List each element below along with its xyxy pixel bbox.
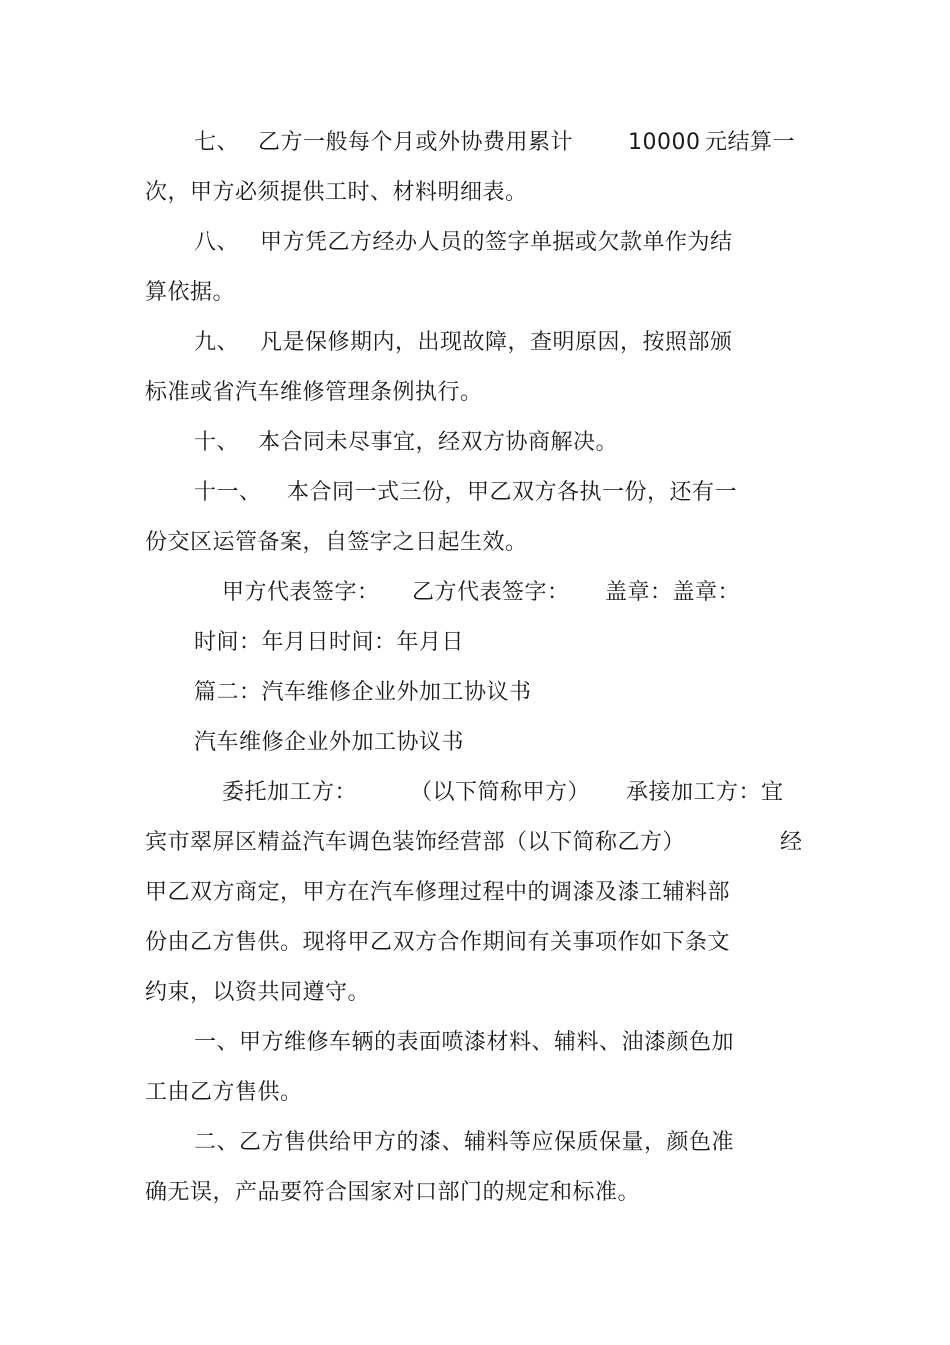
clause-10-text: 本合同未尽事宜，经双方协商解决。 <box>258 430 619 455</box>
clause-7-number: 七、 <box>194 130 240 155</box>
clause-7-amount: 10000 <box>628 130 701 155</box>
clause-8-continuation: 算依据。 <box>145 280 236 305</box>
agreement-title: 汽车维修企业外加工协议书 <box>194 730 465 755</box>
clause-7-text: 乙方一般每个月或外协费用累计 <box>258 130 574 155</box>
term-1-line-1: 一、甲方维修车辆的表面喷漆材料、辅料、油漆颜色加 <box>194 1030 735 1055</box>
section-heading: 篇二：汽车维修企业外加工协议书 <box>194 680 532 705</box>
client-party-note: （以下简称甲方） <box>410 780 591 805</box>
contractor-party-label: 承接加工方：宜 <box>626 780 784 805</box>
term-2-line-1: 二、乙方售供给甲方的漆、辅料等应保质保量，颜色准 <box>194 1130 735 1155</box>
clause-8-text: 甲方凭乙方经办人员的签字单据或欠款单作为结 <box>260 230 733 255</box>
intro-paragraph-line-2: 份由乙方售供。现将甲乙双方合作期间有关事项作如下条文 <box>145 930 731 955</box>
intro-paragraph-line-1: 甲乙双方商定，甲方在汽车修理过程中的调漆及漆工辅料部 <box>145 880 731 905</box>
signature-party-b: 乙方代表签字： <box>412 580 570 605</box>
term-2-line-2: 确无误，产品要符合国家对口部门的规定和标准。 <box>145 1180 641 1205</box>
signature-party-a: 甲方代表签字： <box>222 580 380 605</box>
intro-paragraph-line-3: 约束，以资共同遵守。 <box>145 980 371 1005</box>
contractor-party-trailing: 经 <box>780 830 803 855</box>
date-line: 时间：年月日时间：年月日 <box>194 630 465 655</box>
client-party-label: 委托加工方： <box>222 780 358 805</box>
clause-11-continuation: 份交区运管备案，自签字之日起生效。 <box>145 530 528 555</box>
clause-9-continuation: 标准或省汽车维修管理条例执行。 <box>145 380 483 405</box>
clause-11-number: 十一、 <box>194 480 262 505</box>
term-1-line-2: 工由乙方售供。 <box>145 1080 303 1105</box>
clause-7-text-end: 元结算一 <box>705 130 796 155</box>
clause-9-number: 九、 <box>194 330 240 355</box>
clause-10-number: 十、 <box>194 430 240 455</box>
seal-labels: 盖章：盖章： <box>605 580 741 605</box>
clause-9-text: 凡是保修期内，出现故障，查明原因，按照部颁 <box>260 330 733 355</box>
clause-8-number: 八、 <box>194 230 240 255</box>
contractor-party-name: 宾市翠屏区精益汽车调色装饰经营部（以下简称乙方） <box>145 830 686 855</box>
clause-7-continuation: 次，甲方必须提供工时、材料明细表。 <box>145 180 528 205</box>
clause-11-text: 本合同一式三份，甲乙双方各执一份，还有一 <box>287 480 738 505</box>
